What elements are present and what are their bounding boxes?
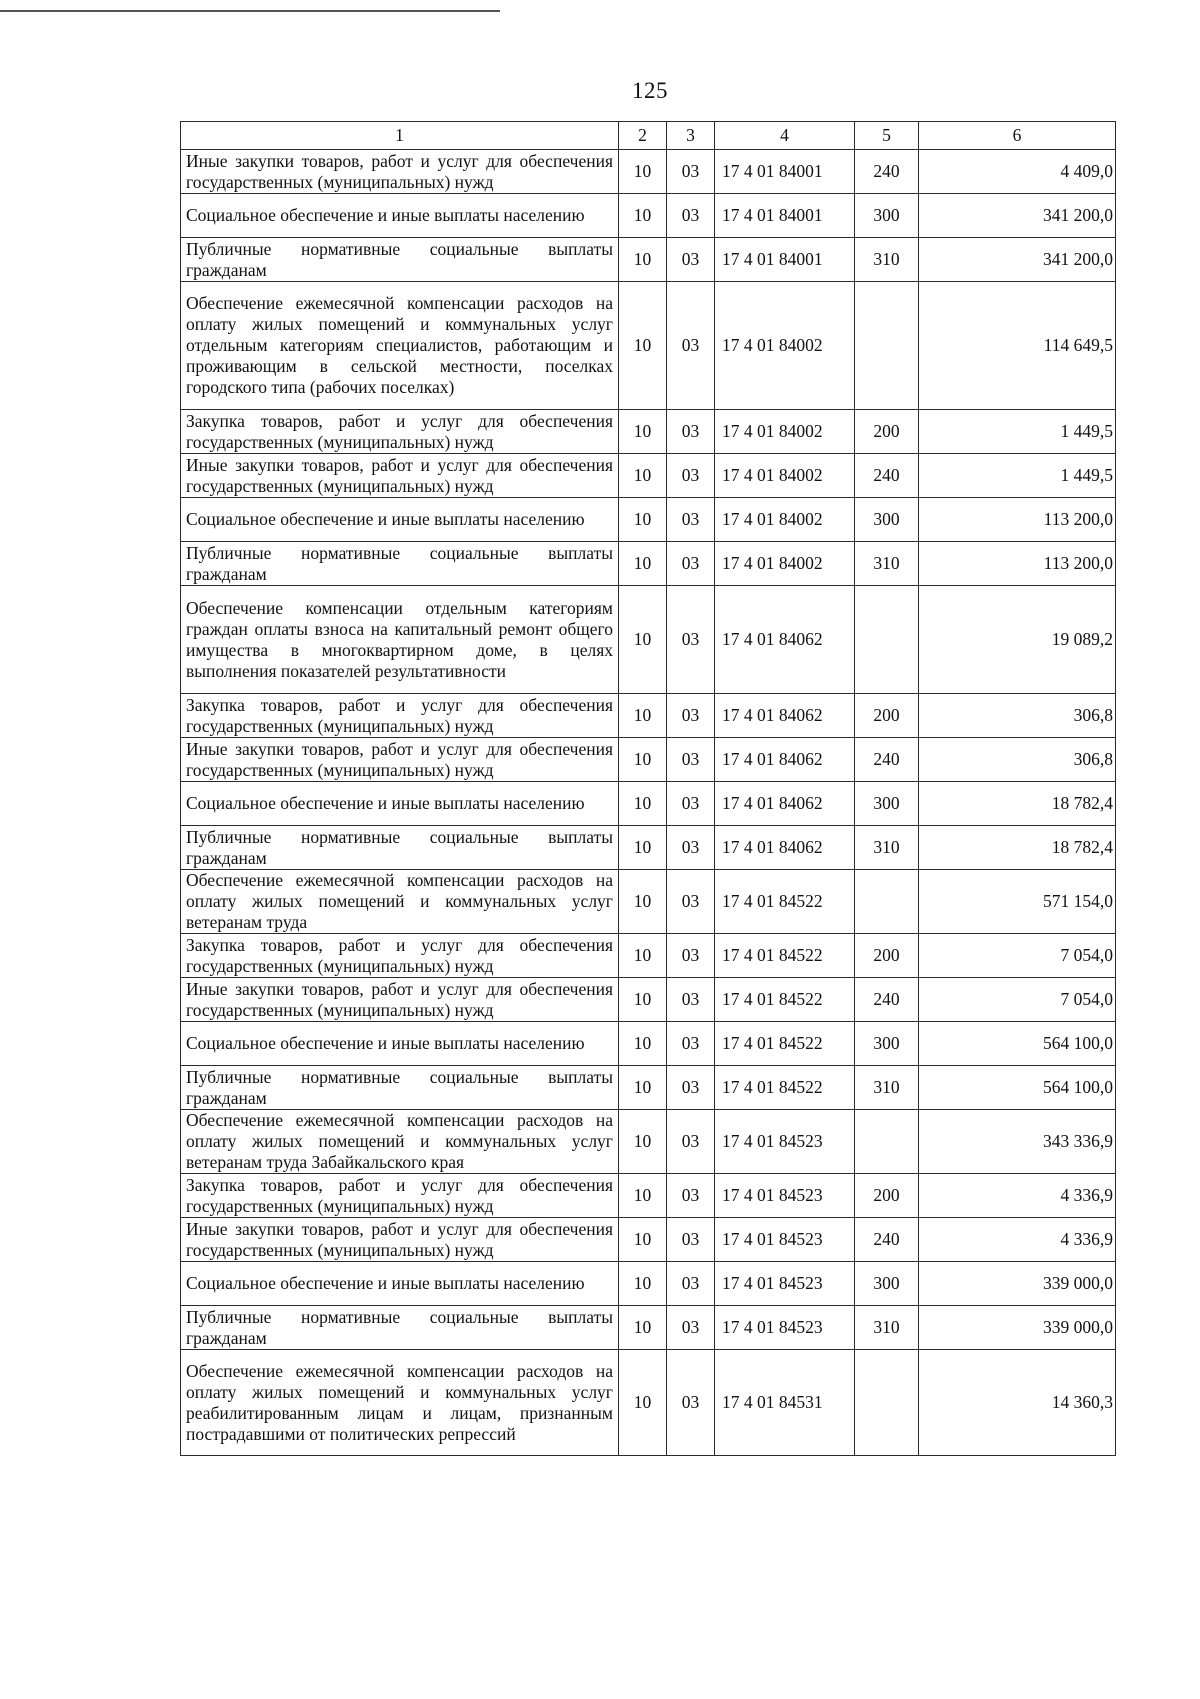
row-amount-cell: 571 154,0 [919, 870, 1116, 934]
row-name-cell: Иные закупки товаров, работ и услуг для обеспечения государственных (муниципальных) нужд [181, 978, 619, 1022]
row-type-cell: 240 [855, 978, 919, 1022]
row-subsection-cell: 03 [667, 282, 715, 410]
row-amount-cell: 339 000,0 [919, 1262, 1116, 1306]
row-subsection-cell: 03 [667, 1110, 715, 1174]
table-row [181, 1022, 1116, 1066]
row-amount-cell: 18 782,4 [919, 782, 1116, 826]
row-name-cell: Иные закупки товаров, работ и услуг для обеспечения государственных (муниципальных) нужд [181, 454, 619, 498]
row-code-cell: 17 4 01 84001 [715, 194, 855, 238]
row-type-cell: 240 [855, 1218, 919, 1262]
row-type-cell: 300 [855, 1262, 919, 1306]
row-code-cell: 17 4 01 84062 [715, 782, 855, 826]
header-cell-section: 2 [619, 122, 667, 150]
row-amount-cell: 18 782,4 [919, 826, 1116, 870]
row-type-cell: 300 [855, 782, 919, 826]
row-subsection-cell: 03 [667, 1306, 715, 1350]
header-cell-subsection: 3 [667, 122, 715, 150]
row-subsection-cell: 03 [667, 454, 715, 498]
row-type-cell [855, 1110, 919, 1174]
table-row [181, 782, 1116, 826]
row-name-cell: Закупка товаров, работ и услуг для обеспечения государственных (муниципальных) нужд [181, 934, 619, 978]
row-section-cell: 10 [619, 410, 667, 454]
row-subsection-cell: 03 [667, 498, 715, 542]
row-name-cell: Публичные нормативные социальные выплаты гражданам [181, 542, 619, 586]
row-section-cell: 10 [619, 542, 667, 586]
row-section-cell: 10 [619, 1350, 667, 1456]
table-row [181, 1174, 1116, 1218]
row-amount-cell: 564 100,0 [919, 1022, 1116, 1066]
row-type-cell: 300 [855, 1022, 919, 1066]
row-section-cell: 10 [619, 498, 667, 542]
row-section-cell: 10 [619, 782, 667, 826]
row-name-cell: Иные закупки товаров, работ и услуг для обеспечения государственных (муниципальных) нужд [181, 150, 619, 194]
row-name-cell: Социальное обеспечение и иные выплаты населению [181, 194, 619, 238]
table-row [181, 1262, 1116, 1306]
row-amount-cell: 14 360,3 [919, 1350, 1116, 1456]
row-code-cell: 17 4 01 84522 [715, 934, 855, 978]
row-type-cell: 310 [855, 542, 919, 586]
table-row [181, 238, 1116, 282]
table-row [181, 870, 1116, 934]
row-section-cell: 10 [619, 1306, 667, 1350]
row-section-cell: 10 [619, 1110, 667, 1174]
row-type-cell: 310 [855, 826, 919, 870]
row-name-cell: Публичные нормативные социальные выплаты гражданам [181, 1306, 619, 1350]
row-code-cell: 17 4 01 84522 [715, 1066, 855, 1110]
row-subsection-cell: 03 [667, 1022, 715, 1066]
row-section-cell: 10 [619, 454, 667, 498]
row-amount-cell: 113 200,0 [919, 498, 1116, 542]
row-code-cell: 17 4 01 84002 [715, 542, 855, 586]
row-code-cell: 17 4 01 84062 [715, 694, 855, 738]
row-code-cell: 17 4 01 84002 [715, 282, 855, 410]
table-row [181, 150, 1116, 194]
table-row [181, 826, 1116, 870]
row-name-cell: Обеспечение ежемесячной компенсации расходов на оплату жилых помещений и коммунальных услуг ветеранам труда [181, 870, 619, 934]
table-row [181, 454, 1116, 498]
row-type-cell: 200 [855, 694, 919, 738]
row-name-cell: Социальное обеспечение и иные выплаты населению [181, 782, 619, 826]
table-row [181, 1350, 1116, 1456]
row-subsection-cell: 03 [667, 1066, 715, 1110]
row-type-cell [855, 870, 919, 934]
row-subsection-cell: 03 [667, 1262, 715, 1306]
row-code-cell: 17 4 01 84002 [715, 454, 855, 498]
row-code-cell: 17 4 01 84523 [715, 1174, 855, 1218]
row-amount-cell: 1 449,5 [919, 410, 1116, 454]
row-code-cell: 17 4 01 84522 [715, 870, 855, 934]
row-amount-cell: 306,8 [919, 694, 1116, 738]
row-amount-cell: 1 449,5 [919, 454, 1116, 498]
table-row [181, 586, 1116, 694]
row-subsection-cell: 03 [667, 194, 715, 238]
row-name-cell: Закупка товаров, работ и услуг для обеспечения государственных (муниципальных) нужд [181, 694, 619, 738]
row-section-cell: 10 [619, 978, 667, 1022]
row-subsection-cell: 03 [667, 586, 715, 694]
row-section-cell: 10 [619, 1022, 667, 1066]
table-header-row [181, 122, 1116, 150]
row-amount-cell: 306,8 [919, 738, 1116, 782]
row-amount-cell: 343 336,9 [919, 1110, 1116, 1174]
row-subsection-cell: 03 [667, 782, 715, 826]
row-amount-cell: 564 100,0 [919, 1066, 1116, 1110]
row-amount-cell: 4 409,0 [919, 150, 1116, 194]
row-code-cell: 17 4 01 84062 [715, 738, 855, 782]
row-section-cell: 10 [619, 870, 667, 934]
row-name-cell: Обеспечение ежемесячной компенсации расходов на оплату жилых помещений и коммунальных услуг реабилитированным лицам и лицам, признанным пострадавшими от политических репрессий [181, 1350, 619, 1456]
row-amount-cell: 113 200,0 [919, 542, 1116, 586]
row-amount-cell: 341 200,0 [919, 194, 1116, 238]
row-name-cell: Иные закупки товаров, работ и услуг для обеспечения государственных (муниципальных) нужд [181, 738, 619, 782]
row-name-cell: Социальное обеспечение и иные выплаты населению [181, 1022, 619, 1066]
table-row [181, 410, 1116, 454]
row-section-cell: 10 [619, 586, 667, 694]
row-type-cell [855, 282, 919, 410]
row-amount-cell: 341 200,0 [919, 238, 1116, 282]
row-amount-cell: 19 089,2 [919, 586, 1116, 694]
row-code-cell: 17 4 01 84522 [715, 978, 855, 1022]
header-cell-type: 5 [855, 122, 919, 150]
row-section-cell: 10 [619, 1218, 667, 1262]
row-code-cell: 17 4 01 84531 [715, 1350, 855, 1456]
row-section-cell: 10 [619, 1262, 667, 1306]
row-amount-cell: 4 336,9 [919, 1174, 1116, 1218]
row-subsection-cell: 03 [667, 934, 715, 978]
row-subsection-cell: 03 [667, 1218, 715, 1262]
row-type-cell: 200 [855, 1174, 919, 1218]
row-subsection-cell: 03 [667, 1350, 715, 1456]
row-type-cell: 240 [855, 150, 919, 194]
row-name-cell: Обеспечение компенсации отдельным категориям граждан оплаты взноса на капитальный ремонт общего имущества в многоквартирном доме, в целях выполнения показателей результативности [181, 586, 619, 694]
row-code-cell: 17 4 01 84522 [715, 1022, 855, 1066]
table-row [181, 934, 1116, 978]
row-code-cell: 17 4 01 84523 [715, 1262, 855, 1306]
row-subsection-cell: 03 [667, 150, 715, 194]
row-code-cell: 17 4 01 84062 [715, 586, 855, 694]
row-type-cell: 240 [855, 454, 919, 498]
row-code-cell: 17 4 01 84523 [715, 1218, 855, 1262]
row-subsection-cell: 03 [667, 694, 715, 738]
row-type-cell: 310 [855, 1306, 919, 1350]
row-name-cell: Публичные нормативные социальные выплаты гражданам [181, 238, 619, 282]
row-amount-cell: 339 000,0 [919, 1306, 1116, 1350]
row-name-cell: Обеспечение ежемесячной компенсации расходов на оплату жилых помещений и коммунальных услуг ветеранам труда Забайкальского края [181, 1110, 619, 1174]
row-subsection-cell: 03 [667, 410, 715, 454]
row-amount-cell: 114 649,5 [919, 282, 1116, 410]
row-type-cell [855, 586, 919, 694]
row-amount-cell: 7 054,0 [919, 978, 1116, 1022]
row-type-cell: 240 [855, 738, 919, 782]
row-section-cell: 10 [619, 738, 667, 782]
row-code-cell: 17 4 01 84002 [715, 498, 855, 542]
row-name-cell: Публичные нормативные социальные выплаты гражданам [181, 826, 619, 870]
row-name-cell: Закупка товаров, работ и услуг для обеспечения государственных (муниципальных) нужд [181, 1174, 619, 1218]
row-section-cell: 10 [619, 694, 667, 738]
table-row [181, 738, 1116, 782]
row-subsection-cell: 03 [667, 238, 715, 282]
table-row [181, 1218, 1116, 1262]
row-code-cell: 17 4 01 84002 [715, 410, 855, 454]
row-name-cell: Иные закупки товаров, работ и услуг для обеспечения государственных (муниципальных) нужд [181, 1218, 619, 1262]
row-section-cell: 10 [619, 194, 667, 238]
row-type-cell: 200 [855, 410, 919, 454]
table-row [181, 978, 1116, 1022]
table-row [181, 282, 1116, 410]
row-type-cell: 300 [855, 194, 919, 238]
row-section-cell: 10 [619, 934, 667, 978]
row-section-cell: 10 [619, 1066, 667, 1110]
table-row [181, 1306, 1116, 1350]
row-subsection-cell: 03 [667, 826, 715, 870]
table-row [181, 694, 1116, 738]
row-subsection-cell: 03 [667, 978, 715, 1022]
page-number: 125 [632, 78, 668, 103]
row-subsection-cell: 03 [667, 738, 715, 782]
budget-table-body [181, 122, 1116, 1456]
row-section-cell: 10 [619, 826, 667, 870]
row-code-cell: 17 4 01 84523 [715, 1306, 855, 1350]
row-code-cell: 17 4 01 84062 [715, 826, 855, 870]
row-name-cell: Закупка товаров, работ и услуг для обеспечения государственных (муниципальных) нужд [181, 410, 619, 454]
row-section-cell: 10 [619, 150, 667, 194]
table-row [181, 1110, 1116, 1174]
header-cell-amount: 6 [919, 122, 1116, 150]
row-section-cell: 10 [619, 238, 667, 282]
row-name-cell: Социальное обеспечение и иные выплаты населению [181, 1262, 619, 1306]
row-code-cell: 17 4 01 84523 [715, 1110, 855, 1174]
row-type-cell: 200 [855, 934, 919, 978]
row-code-cell: 17 4 01 84001 [715, 150, 855, 194]
table-row [181, 1066, 1116, 1110]
row-name-cell: Обеспечение ежемесячной компенсации расходов на оплату жилых помещений и коммунальных услуг отдельным категориям специалистов, работающим и проживающим в сельской местности, поселках городского типа (рабочих поселках) [181, 282, 619, 410]
header-cell-name: 1 [181, 122, 619, 150]
scan-edge-line [0, 10, 500, 12]
table-row [181, 498, 1116, 542]
row-section-cell: 10 [619, 282, 667, 410]
budget-table [180, 121, 1116, 1456]
table-row [181, 542, 1116, 586]
header-cell-code: 4 [715, 122, 855, 150]
row-subsection-cell: 03 [667, 1174, 715, 1218]
row-type-cell: 310 [855, 1066, 919, 1110]
row-name-cell: Социальное обеспечение и иные выплаты населению [181, 498, 619, 542]
row-section-cell: 10 [619, 1174, 667, 1218]
row-amount-cell: 4 336,9 [919, 1218, 1116, 1262]
row-name-cell: Публичные нормативные социальные выплаты гражданам [181, 1066, 619, 1110]
row-subsection-cell: 03 [667, 870, 715, 934]
row-type-cell: 300 [855, 498, 919, 542]
row-subsection-cell: 03 [667, 542, 715, 586]
row-type-cell [855, 1350, 919, 1456]
row-code-cell: 17 4 01 84001 [715, 238, 855, 282]
row-amount-cell: 7 054,0 [919, 934, 1116, 978]
table-row [181, 194, 1116, 238]
row-type-cell: 310 [855, 238, 919, 282]
